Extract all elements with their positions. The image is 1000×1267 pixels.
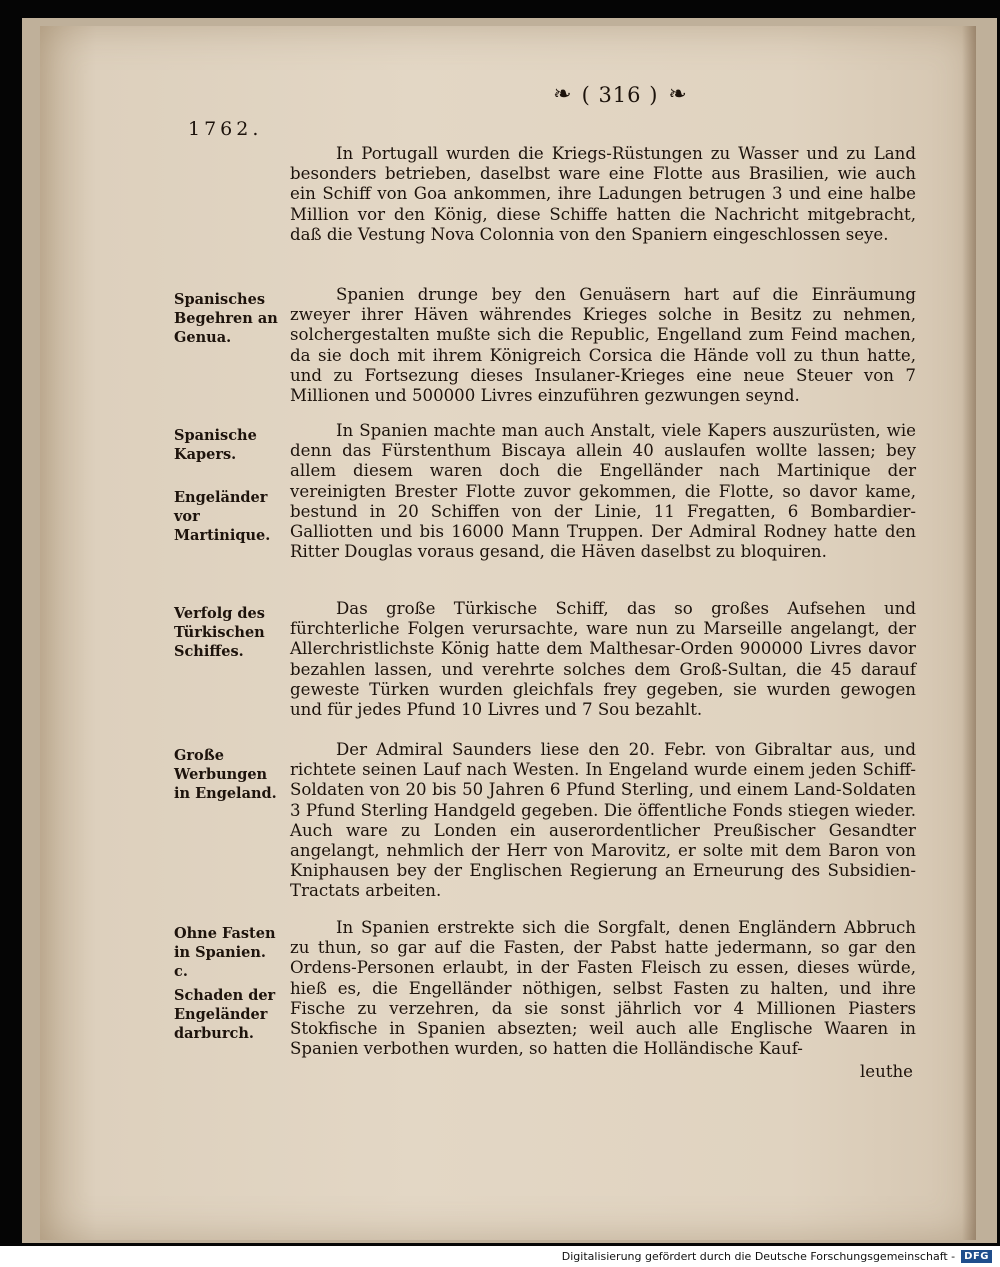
paragraph-kapers: In Spanien machte man auch Anstalt, viele Kapers auszurüsten, wie denn das Fürstenthum Biscaya allein 40 auslaufen wollte lassen; bey allem diesem waren doch die Engelländer nach Martinique der vereinigten Brester Flotte zuvor gekommen, die Flotte, so davor kame, bestund in 20 Schiffen von der Linie, 11 Fregatten, 6 Bombardier-Galliotten und bis 16000 Mann Truppen. Der Admiral Rodney hatte den Ritter Douglas voraus gesand, die Häven daselbst zu bloquiren. bbox=[290, 421, 916, 562]
margin-note-werbungen: Große Werbungen in Engeland. bbox=[174, 747, 277, 802]
margin-note-kapers: Spanische Kapers. bbox=[174, 427, 257, 463]
paragraph-portugal: In Portugall wurden die Kriegs-Rüstungen zu Wasser und zu Land besonders betrieben, daselbst ware eine Flotte aus Brasilien, wie auch ein Schiff von Goa ankommen, ihre Ladungen betrugen 3 und eine halbe Million vor den König, diese Schiffe hatten die Nachricht mitgebracht, daß die Vestung Nova Colonnia von den Spaniern eingeschlossen seye. bbox=[290, 144, 916, 244]
footer-credit-text: Digitalisierung gefördert durch die Deutsche Forschungsgemeinschaft - bbox=[561, 1250, 956, 1263]
margin-year: 1762. bbox=[188, 118, 263, 140]
fleuron-right-icon: ❧ bbox=[668, 82, 687, 107]
page-header bbox=[490, 78, 750, 112]
paragraph-werbungen: Der Admiral Saunders liese den 20. Febr. von Gibraltar aus, und richtete seinen Lauf nach Westen. In Engeland wurde einem jeden Schiff-Soldaten von 20 bis 50 Jahren 6 Pfund Sterling, und einem Land-Soldaten 3 Pfund Sterling Handgeld gegeben. Die öffentliche Fonds stiegen wieder. Auch ware zu Londen ein auserordentlicher Preußischer Gesandter angelangt, nehmlich der Herr von Marovitz, er solte mit dem Baron von Kniphausen bey der Englischen Regierung an Erneurung des Subsidien-Tractats arbeiten. bbox=[290, 740, 916, 901]
digitization-footer bbox=[0, 1246, 1000, 1267]
margin-note-fasten: Ohne Fasten in Spanien. c. bbox=[174, 925, 276, 980]
margin-note-genua: Spanisches Begehren an Genua. bbox=[174, 291, 278, 346]
page-number: ( 316 ) bbox=[581, 83, 659, 107]
catchword: leuthe bbox=[860, 1062, 913, 1081]
margin-note-tuerkisches-schiff: Verfolg des Türkischen Schiffes. bbox=[174, 605, 265, 660]
paragraph-tuerkisches-schiff: Das große Türkische Schiff, das so großes Aufsehen und fürchterliche Folgen verursachte, ware nun zu Marseille angelangt, der Allerchristlichste König hatte dem Malthesar-Orden 900000 Livres davor bezahlen lassen, und verehrte solches dem Groß-Sultan, die 45 darauf geweste Türken wurden gleichfals frey gegeben, sie wurden gewogen und für jedes Pfund 10 Livres und 7 Sou bezahlt. bbox=[290, 599, 916, 720]
fleuron-left-icon: ❧ bbox=[553, 82, 572, 107]
page-edge-shadow bbox=[962, 26, 976, 1240]
paragraph-fasten: In Spanien erstrekte sich die Sorgfalt, denen Engländern Abbruch zu thun, so gar auf die Fasten, der Pabst hatte jedermann, so gar den Ordens-Personen erlaubt, in der Fasten Fleisch zu essen, dieses würde, hieß es, die Engelländer nöthigen, selbst Fasten zu halten, und ihre Fische zu verzehren, da sie sonst jährlich vor 4 Millionen Piasters Stokfische in Spanien absezten; weil auch alle Englische Waaren in Spanien verbothen wurden, so hatten die Holländische Kauf- bbox=[290, 918, 916, 1059]
margin-note-schaden: Schaden der Engeländer darburch. bbox=[174, 987, 276, 1042]
dfg-logo: DFG bbox=[961, 1250, 992, 1263]
paragraph-genua: Spanien drunge bey den Genuäsern hart auf die Einräumung zweyer ihrer Häven währendes Krieges solche in Besitz zu nehmen, solchergestalten mußte sich die Republic, Engelland zum Feind machen, da sie doch mit ihrem Königreich Corsica die Hände voll zu thun hatte, und zu Fortsezung dieses Insulaner-Krieges eine neue Steuer von 7 Millionen und 500000 Livres einzuführen gezwungen seynd. bbox=[290, 285, 916, 406]
margin-note-martinique: Engeländer vor Martinique. bbox=[174, 489, 271, 544]
